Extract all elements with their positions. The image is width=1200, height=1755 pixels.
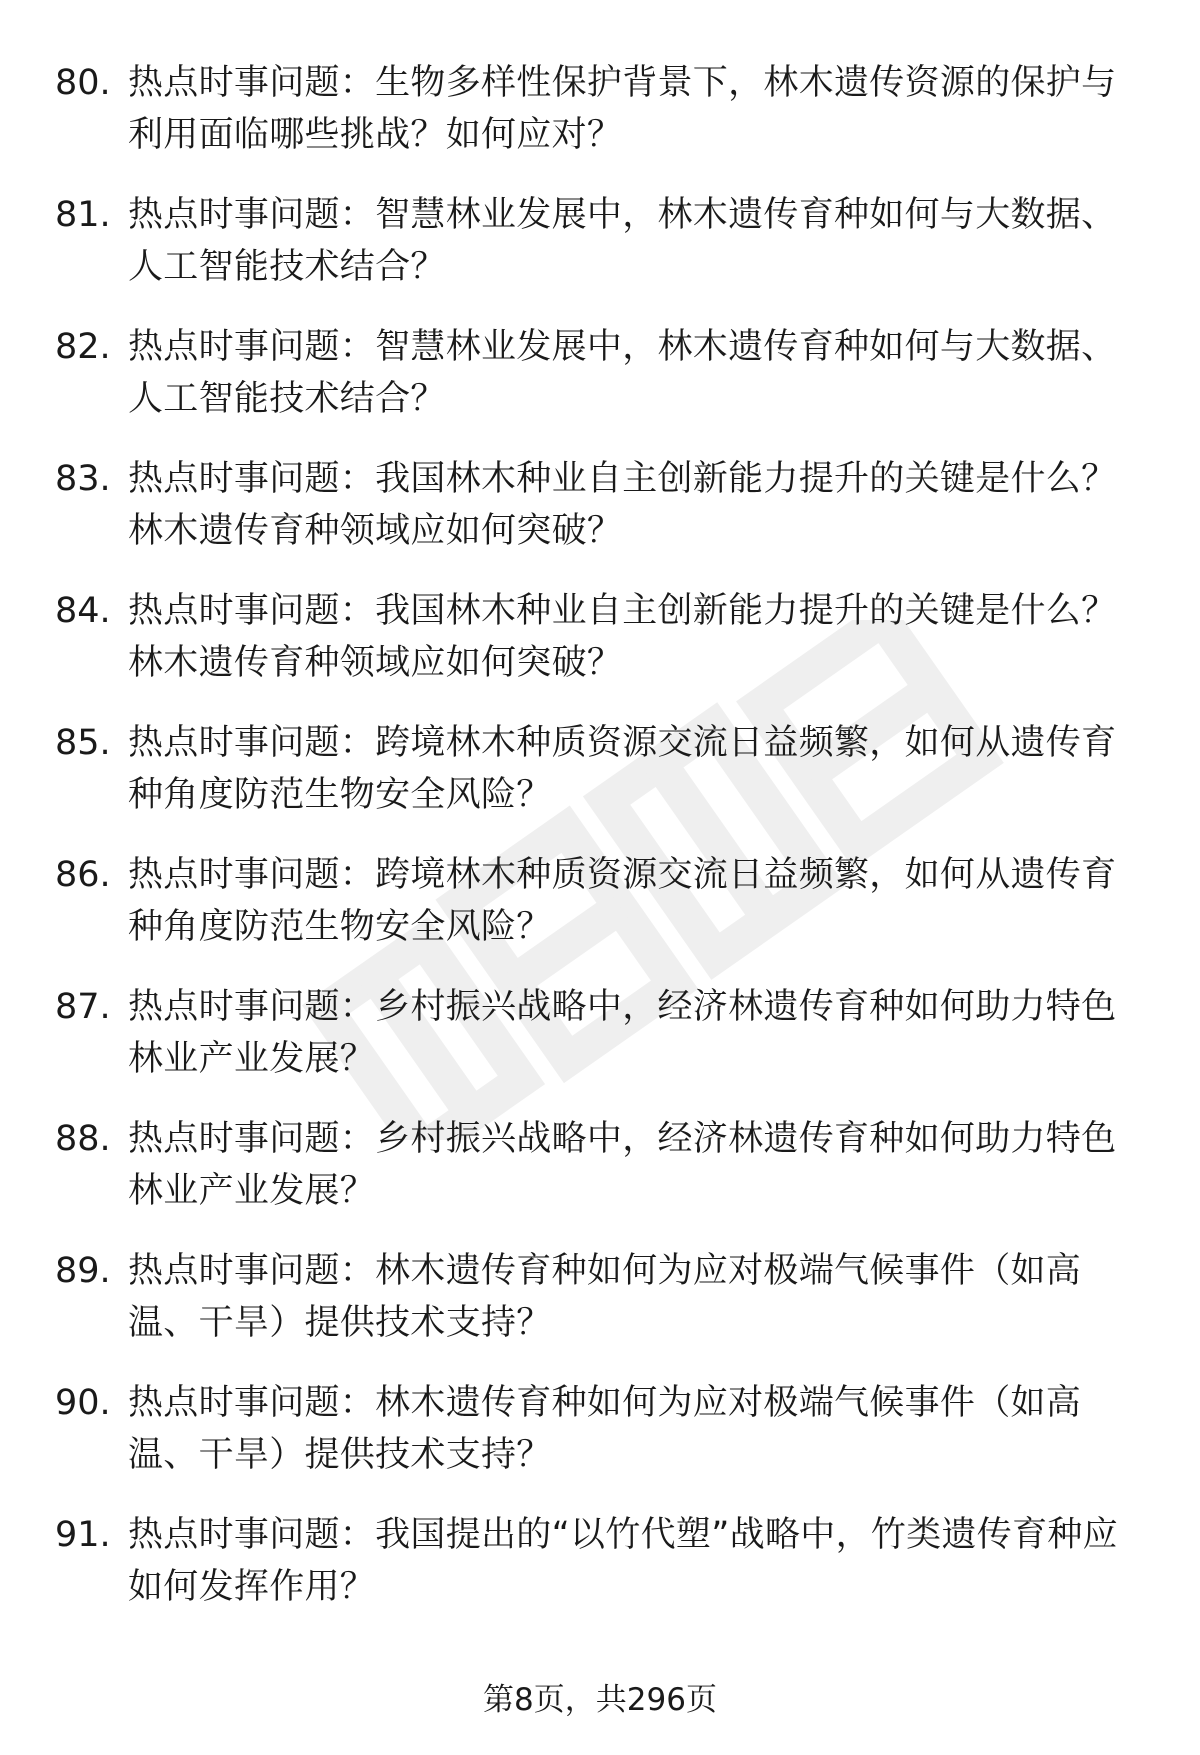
question-number: 89. [55, 1251, 111, 1291]
question-item [0, 585, 1200, 717]
question-item [0, 453, 1200, 585]
page-number-label: 第8页，共296页 [483, 1682, 717, 1718]
question-item [0, 321, 1200, 453]
question-item [0, 1377, 1200, 1509]
question-number: 83. [55, 459, 111, 499]
question-number: 85. [55, 723, 111, 763]
question-number: 88. [55, 1119, 111, 1159]
question-text: 热点时事问题：跨境林木种质资源交流日益频繁，如何从遗传育种角度防范生物安全风险？ [128, 855, 1117, 947]
question-text: 热点时事问题：我国林木种业自主创新能力提升的关键是什么？林木遗传育种领域应如何突破？ [128, 591, 1117, 683]
question-item [0, 981, 1200, 1113]
question-item [0, 1113, 1200, 1245]
question-number: 81. [55, 195, 111, 235]
question-text: 热点时事问题：我国提出的“以竹代塑”战略中，竹类遗传育种应如何发挥作用？ [128, 1515, 1118, 1607]
question-number: 80. [55, 63, 111, 103]
question-text: 热点时事问题：乡村振兴战略中，经济林遗传育种如何助力特色林业产业发展？ [128, 1119, 1117, 1211]
page-footer [0, 1678, 1200, 1722]
question-number: 87. [55, 987, 111, 1027]
question-list [0, 57, 1200, 1641]
question-number: 84. [55, 591, 111, 631]
question-text: 热点时事问题：乡村振兴战略中，经济林遗传育种如何助力特色林业产业发展？ [128, 987, 1117, 1079]
question-item [0, 717, 1200, 849]
question-text: 热点时事问题：林木遗传育种如何为应对极端气候事件（如高温、干旱）提供技术支持？ [128, 1251, 1082, 1343]
question-item [0, 57, 1200, 189]
question-text: 热点时事问题：林木遗传育种如何为应对极端气候事件（如高温、干旱）提供技术支持？ [128, 1383, 1082, 1475]
question-text: 热点时事问题：生物多样性保护背景下，林木遗传资源的保护与利用面临哪些挑战？如何应对？ [128, 63, 1117, 155]
question-text: 热点时事问题：智慧林业发展中，林木遗传育种如何与大数据、人工智能技术结合？ [128, 327, 1117, 419]
question-item [0, 849, 1200, 981]
question-item [0, 189, 1200, 321]
question-number: 86. [55, 855, 111, 895]
question-text: 热点时事问题：智慧林业发展中，林木遗传育种如何与大数据、人工智能技术结合？ [128, 195, 1117, 287]
question-number: 91. [55, 1515, 111, 1555]
question-number: 82. [55, 327, 111, 367]
question-number: 90. [55, 1383, 111, 1423]
question-text: 热点时事问题：跨境林木种质资源交流日益频繁，如何从遗传育种角度防范生物安全风险？ [128, 723, 1117, 815]
question-item [0, 1509, 1200, 1641]
question-item [0, 1245, 1200, 1377]
question-text: 热点时事问题：我国林木种业自主创新能力提升的关键是什么？林木遗传育种领域应如何突破？ [128, 459, 1117, 551]
